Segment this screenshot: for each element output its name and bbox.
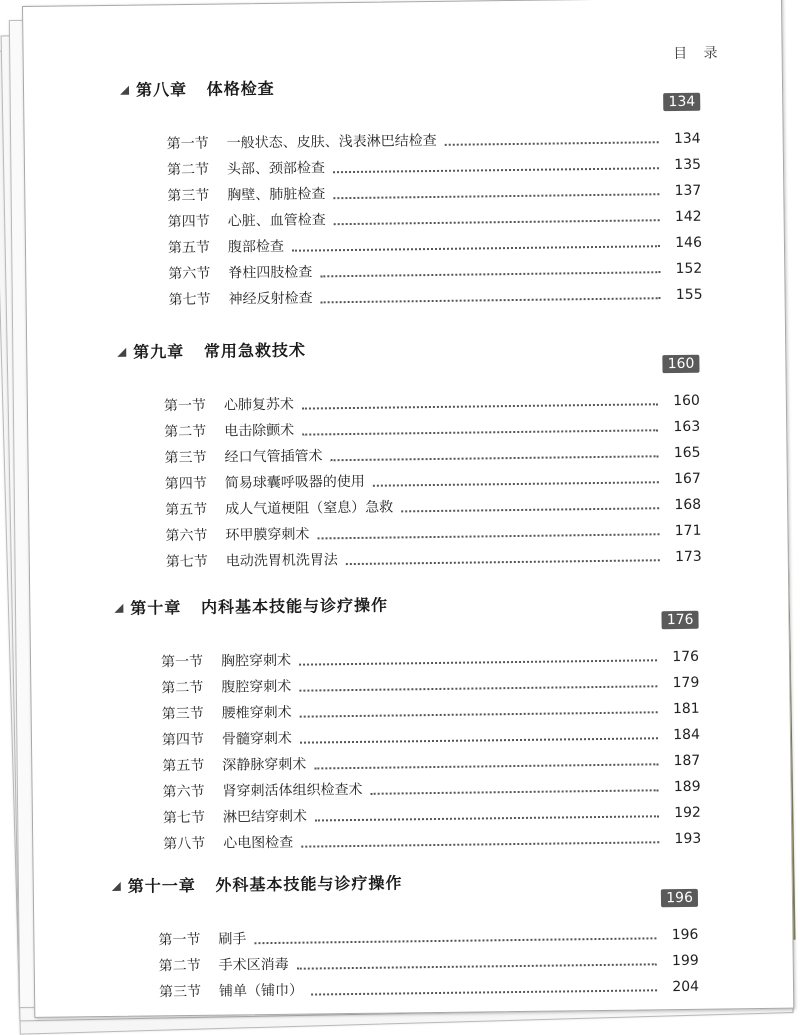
chapter-heading [120,71,700,114]
section-page: 165 [673,444,701,462]
dot-leader [299,659,657,665]
dot-leader [301,841,659,847]
triangle-marker-icon [112,882,121,891]
section-page: 167 [673,470,701,488]
section-title: 神经反射检查 [228,290,313,308]
dot-leader [292,245,660,251]
section-page: 199 [671,952,699,970]
section-number: 第六节 [165,527,208,545]
section-number: 第二节 [166,161,210,179]
chapter-title: 第十章 内科基本技能与诊疗操作 [130,595,389,618]
section-title: 腰椎穿刺术 [221,704,292,722]
section-title: 环甲膜穿刺术 [225,526,310,544]
chapter-title: 第八章 体格检查 [135,78,275,100]
section-number: 第五节 [162,757,205,775]
section-page: 134 [673,130,701,148]
section-title: 电击除颤术 [224,422,295,440]
section-title: 成人气道梗阻（窒息）急救 [225,499,394,518]
section-page: 184 [673,726,701,744]
section-number: 第一节 [158,931,201,949]
section-title: 经口气管插管术 [224,448,323,466]
section-page: 163 [673,418,701,436]
section-list [161,639,702,854]
section-title: 简易球囊呼吸器的使用 [224,473,365,492]
chapter-heading [114,589,698,632]
section-title: 肾穿刺活体组织检查术 [222,781,363,800]
section-number: 第一节 [160,653,204,671]
section-number: 第七节 [162,809,206,827]
section-list [166,121,702,310]
section-page: 204 [672,978,700,996]
chapter-9 [117,333,702,572]
dot-leader [297,963,657,969]
section-title: 深静脉穿刺术 [222,756,307,774]
dot-leader [331,455,659,461]
section-list [164,383,702,572]
section-page: 176 [672,648,700,666]
dot-leader [333,167,659,173]
section-page: 137 [674,182,702,200]
dot-leader [299,685,657,691]
triangle-marker-icon [114,604,123,613]
dot-leader [302,429,658,435]
dot-leader [373,481,659,486]
section-page: 192 [674,804,702,822]
section-title: 骨髓穿刺术 [221,730,293,748]
section-title: 一般状态、皮肤、浅表淋巴结检查 [226,132,437,152]
dot-leader [300,737,658,743]
section-title: 心肺复苏术 [223,396,294,414]
toc-page [22,0,794,1018]
section-title: 铺单（铺巾） [218,982,304,1000]
section-page: 193 [674,830,702,848]
section-page: 135 [674,156,702,174]
section-title: 心电图检查 [223,834,294,852]
dot-leader [318,533,660,539]
section-number: 第二节 [161,679,204,697]
chapter-heading [112,867,698,910]
section-title: 淋巴结穿刺术 [222,808,308,826]
dot-leader [401,507,659,512]
chapter-title: 第九章 常用急救技术 [133,340,307,362]
section-page: 160 [673,392,700,410]
section-title: 腹部检查 [227,238,285,256]
section-number: 第六节 [168,265,211,283]
section-number: 第一节 [166,135,209,153]
section-number: 第三节 [161,705,204,723]
section-page: 179 [672,674,700,692]
section-title: 电动洗胃机洗胃法 [225,552,338,570]
section-page: 181 [672,700,700,718]
section-page: 155 [675,286,703,304]
section-page: 146 [675,234,703,252]
section-page: 173 [674,548,702,566]
section-number: 第一节 [163,397,206,415]
section-title: 刷手 [218,931,247,948]
section-title: 心脏、血管检查 [227,212,326,230]
section-title: 头部、颈部检查 [226,160,326,178]
section-page: 171 [674,522,702,540]
dot-leader [321,297,661,303]
dot-leader [320,271,660,277]
chapter-10 [114,589,701,854]
section-number: 第三节 [167,187,210,205]
section-number: 第四节 [167,213,210,231]
dot-leader [315,815,659,821]
section-number: 第七节 [168,291,211,309]
chapter-page-badge[interactable]: 196 [661,889,698,907]
dot-leader [334,219,660,225]
header-label: 目 录 [673,45,724,63]
chapter-8 [120,71,703,310]
section-page: 168 [674,496,702,514]
section-title: 胸腔穿刺术 [220,652,292,670]
triangle-marker-icon [117,348,126,357]
chapter-title: 第十一章 外科基本技能与诊疗操作 [127,873,403,896]
section-title: 脊柱四肢检查 [228,264,313,282]
section-page: 196 [671,926,699,944]
dot-leader [311,989,657,995]
dot-leader [371,789,659,795]
section-number: 第四节 [161,731,205,749]
toc-entry[interactable] [163,821,701,854]
section-number: 第三节 [158,983,202,1001]
section-title: 手术区消毒 [218,956,289,974]
section-number: 第三节 [164,449,207,467]
dot-leader [302,403,658,409]
section-number: 第八节 [163,835,206,853]
dot-leader [300,711,658,717]
toc-entry[interactable] [166,539,702,572]
chapter-page-badge[interactable]: 160 [663,355,700,373]
chapter-heading [117,333,699,376]
section-list [158,917,699,1002]
section-number: 第四节 [164,475,207,493]
chapter-11 [112,867,700,1002]
section-page: 142 [674,208,702,226]
section-number: 第七节 [165,553,208,571]
section-title: 腹腔穿刺术 [221,678,292,696]
section-number: 第二节 [164,423,207,441]
section-number: 第五节 [167,239,211,257]
section-number: 第六节 [162,783,205,801]
section-page: 187 [673,752,701,770]
dot-leader [346,559,660,565]
toc-entry[interactable] [159,969,699,1002]
chapter-page-badge[interactable]: 176 [662,611,699,629]
section-number: 第二节 [158,957,201,975]
section-page: 189 [673,778,701,796]
section-page: 152 [675,260,703,278]
triangle-marker-icon [120,86,129,95]
dot-leader [445,141,659,146]
toc-entry[interactable] [168,277,702,310]
dot-leader [314,763,658,769]
chapter-page-badge[interactable]: 134 [663,93,700,111]
section-title: 胸壁、肺脏检查 [227,186,326,204]
section-number: 第五节 [165,501,208,519]
dot-leader [333,193,659,199]
